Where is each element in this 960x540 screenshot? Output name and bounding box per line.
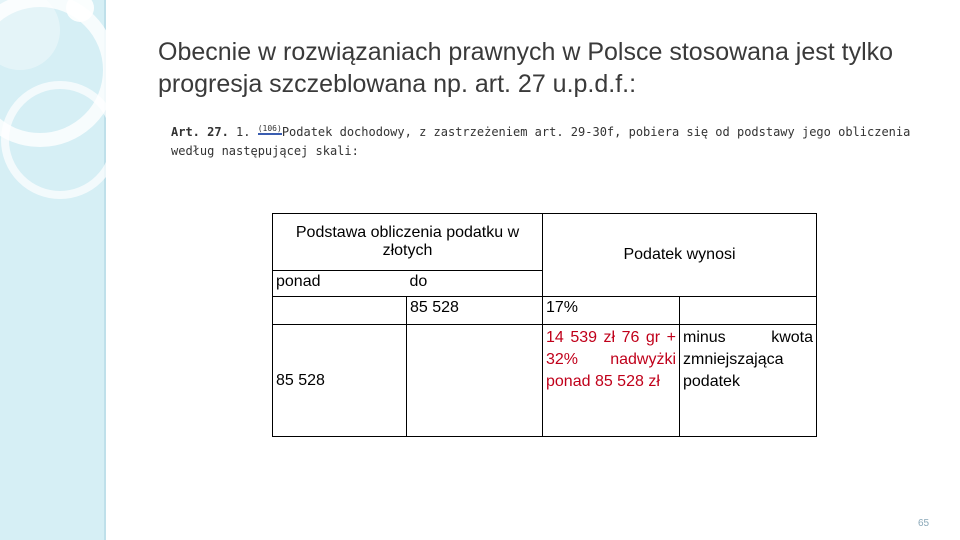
article-body: Podatek dochodowy, z zastrzeżeniem art. 29-30f, pobiera się od podstawy jego obliczenia według następującej skali: (171, 125, 911, 158)
row1-tax: 17% (543, 297, 680, 325)
slide-title: Obecnie w rozwiązaniach prawnych w Polsce stosowana jest tylko progresja szczeblowana np. art. 27 u.p.d.f.: (158, 38, 894, 98)
article-text (171, 119, 941, 161)
col-over-label: ponad (273, 271, 407, 297)
header-tax-amount: Podatek wynosi (543, 214, 817, 297)
tax-scale-table (272, 213, 817, 437)
col-to-label: do (407, 271, 543, 297)
row1-extra (680, 297, 817, 325)
header-tax-base: Podstawa obliczenia podatku w złotych (273, 214, 543, 271)
row2-over: 85 528 (273, 325, 407, 437)
row2-to (407, 325, 543, 437)
row2-tax: 14 539 zł 76 gr + 32% nadwyżki ponad 85 528 zł (543, 325, 680, 437)
page-number: 65 (918, 518, 930, 529)
minus-reduction-note: minus kwota zmniejszająca podatek (680, 325, 817, 437)
article-paragraph: 1. (236, 125, 251, 139)
row1-over (273, 297, 407, 325)
row1-to: 85 528 (407, 297, 543, 325)
footnote-reference-link[interactable]: (106) (257, 124, 282, 133)
article-label: Art. 27. (171, 125, 229, 139)
decorative-circles (0, 0, 110, 540)
